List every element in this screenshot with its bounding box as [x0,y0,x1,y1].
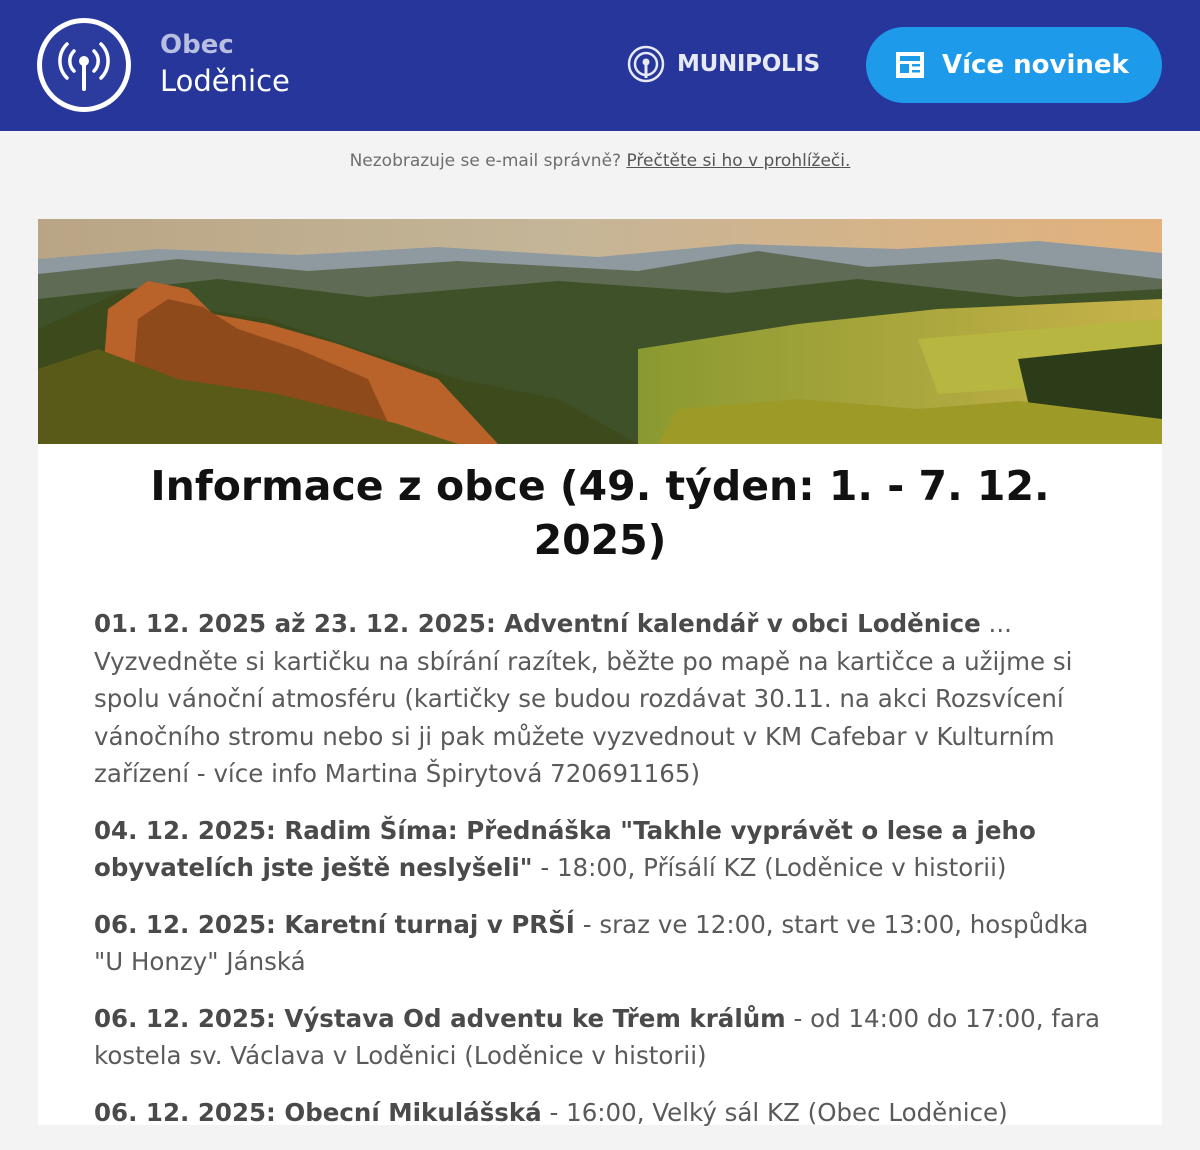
event-heading[interactable]: 06. 12. 2025: Obecní Mikulášská [94,1097,542,1127]
event-heading[interactable]: 06. 12. 2025: Výstava Od adventu ke Třem králům [94,1003,786,1033]
more-news-button[interactable] [866,27,1162,103]
municipality-logo[interactable] [37,18,131,112]
event-heading[interactable]: 06. 12. 2025: Karetní turnaj v PRŠÍ [94,909,575,939]
notice-text: Nezobrazuje se e-mail správně? [349,151,622,171]
browser-view-notice [0,151,1200,171]
brand-name: Loděnice [160,64,290,98]
munipolis-logo-icon [627,45,665,83]
event-item [94,906,1114,981]
event-details: - 18:00, Přísálí KZ (Loděnice v historii) [532,853,1007,882]
landscape-banner-image [38,219,1162,444]
brand-prefix: Obec [160,30,234,60]
event-item [94,605,1114,793]
email-header [0,0,1200,131]
munipolis-link[interactable] [627,44,820,84]
event-details: ... Vyzvedněte si kartičku na sbírání razítek, běžte po mapě na kartičce a užijme si spolu vánoční atmosféru (kartičky se budou rozdávat 30.11. na akci Rozsvícení vánočního stromu nebo si ji pak můžete vyzvednout v KM Cafebar v Kulturním zařízení - více info Martina Špirytová 720691165) [94,609,1073,788]
newspaper-icon [894,49,926,81]
event-heading[interactable]: 01. 12. 2025 až 23. 12. 2025: Adventní kalendář v obci Loděnice [94,609,981,638]
event-details: - sraz ve 12:00, start ve 13:00, hospůdka "U Honzy" Jánská [94,909,1089,976]
view-in-browser-link[interactable]: Přečtěte si ho v prohlížeči. [626,151,851,171]
event-heading[interactable]: 04. 12. 2025: Radim Šíma: Přednáška "Takhle vyprávět o lese a jeho obyvatelích jste ještě neslyšeli" [94,815,1036,882]
events-list [94,605,1114,1150]
event-item [94,812,1114,887]
event-details: - od 14:00 do 17:00, fara kostela sv. Václava v Loděnici (Loděnice v historii) [94,1003,1101,1070]
newsletter-title: Informace z obce (49. týden: 1. - 7. 12. 2025) [150,462,1050,564]
newsletter-card [38,219,1162,1125]
event-item [94,1000,1114,1075]
event-details: - 16:00, Velký sál KZ (Obec Loděnice) [541,1097,1008,1127]
more-news-label: Více novinek [942,50,1129,80]
broadcast-antenna-icon [42,23,126,107]
event-item [94,1094,1114,1132]
munipolis-label: MUNIPOLIS [677,51,820,77]
